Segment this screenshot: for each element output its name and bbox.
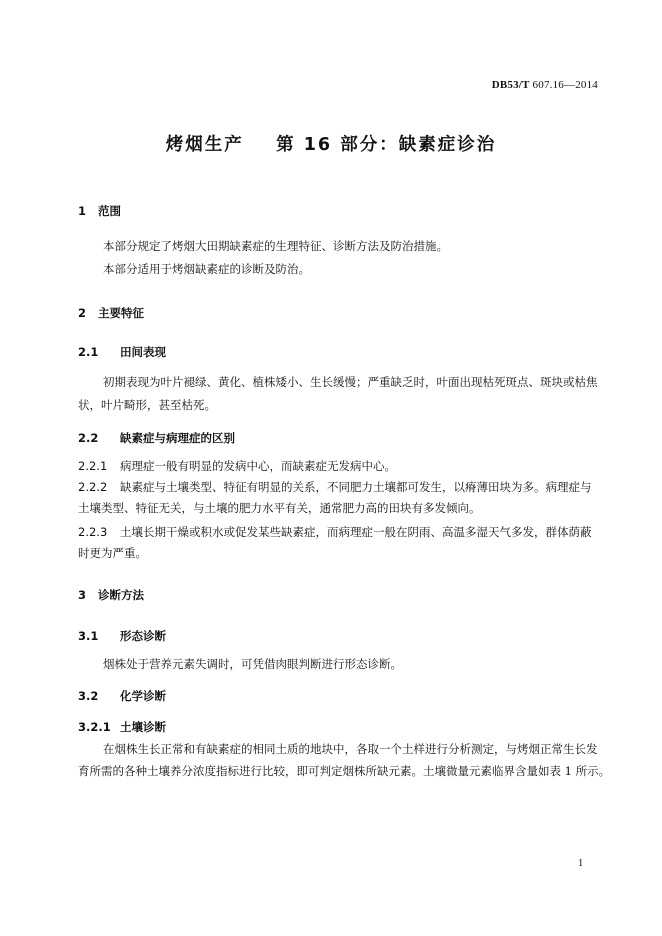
- section-title: 形态诊断: [120, 629, 166, 643]
- section-2-heading: [78, 305, 144, 321]
- section-number: 3: [78, 588, 87, 602]
- paragraph-line: 育所需的各种土壤养分浓度指标进行比较，即可判定烟株所缺元素。土壤微量元素临界含量如表 1 所示。: [78, 764, 611, 778]
- section-number: 3.1: [78, 629, 99, 643]
- section-3-1-heading: [78, 628, 166, 644]
- clause-number: 2.2.1: [78, 459, 108, 473]
- section-number: 2.1: [78, 345, 99, 359]
- section-number: 1: [78, 204, 87, 218]
- page-number: 1: [578, 858, 584, 869]
- paragraph-line: 初期表现为叶片褪绿、黄化、植株矮小、生长缓慢；严重缺乏时，叶面出现枯死斑点、斑块或枯焦: [103, 375, 598, 389]
- document-number: [492, 79, 598, 91]
- section-3-heading: [78, 587, 144, 603]
- paragraph: 本部分适用于烤烟缺素症的诊断及防治。: [103, 262, 310, 276]
- clause-2-2-2: [78, 477, 592, 499]
- clause-text: 病理症一般有明显的发病中心，而缺素症无发病中心。: [120, 459, 396, 473]
- section-2-2-heading: [78, 430, 235, 446]
- doc-code: DB53/T: [491, 79, 530, 91]
- section-title: 田间表现: [120, 345, 166, 359]
- clause-2-2-1: [78, 456, 396, 478]
- section-title: 诊断方法: [98, 588, 144, 602]
- clause-2-2-3: [78, 522, 592, 544]
- clause-number: 2.2.2: [78, 480, 108, 494]
- section-title: 化学诊断: [120, 689, 166, 703]
- section-number: 3.2: [78, 689, 99, 703]
- section-number: 2: [78, 306, 87, 320]
- section-2-1-heading: [78, 344, 166, 360]
- section-title: 主要特征: [98, 306, 144, 320]
- doc-number-suffix: 607.16—2014: [529, 79, 598, 91]
- paragraph-line: 状，叶片畸形，甚至枯死。: [78, 398, 216, 412]
- paragraph: 本部分规定了烤烟大田期缺素症的生理特征、诊断方法及防治措施。: [103, 239, 448, 253]
- paragraph-line: 时更为严重。: [78, 546, 147, 560]
- document-title: 烤烟生产 第 16 部分：缺素症诊治: [165, 135, 497, 155]
- section-title: 土壤诊断: [120, 720, 166, 734]
- section-3-2-1-heading: [78, 719, 166, 735]
- section-number: 2.2: [78, 431, 99, 445]
- paragraph: 烟株处于营养元素失调时，可凭借肉眼判断进行形态诊断。: [103, 657, 402, 671]
- section-1-heading: [78, 203, 121, 219]
- section-title: 缺素症与病理症的区别: [120, 431, 235, 445]
- section-title: 范围: [98, 204, 121, 218]
- section-number: 3.2.1: [78, 720, 111, 734]
- clause-text: 缺素症与土壤类型、特征有明显的关系，不同肥力土壤都可发生，以瘠薄田块为多。病理症与: [120, 480, 592, 494]
- paragraph-line: 土壤类型、特征无关，与土壤的肥力水平有关，通常肥力高的田块有多发倾向。: [78, 501, 481, 515]
- clause-text: 土壤长期干燥或积水或促发某些缺素症，而病理症一般在阴雨、高温多湿天气多发，群体荫蔽: [120, 525, 592, 539]
- paragraph-line: 在烟株生长正常和有缺素症的相同土质的地块中，各取一个土样进行分析测定，与烤烟正常生长发: [103, 742, 598, 756]
- clause-number: 2.2.3: [78, 525, 108, 539]
- section-3-2-heading: [78, 688, 166, 704]
